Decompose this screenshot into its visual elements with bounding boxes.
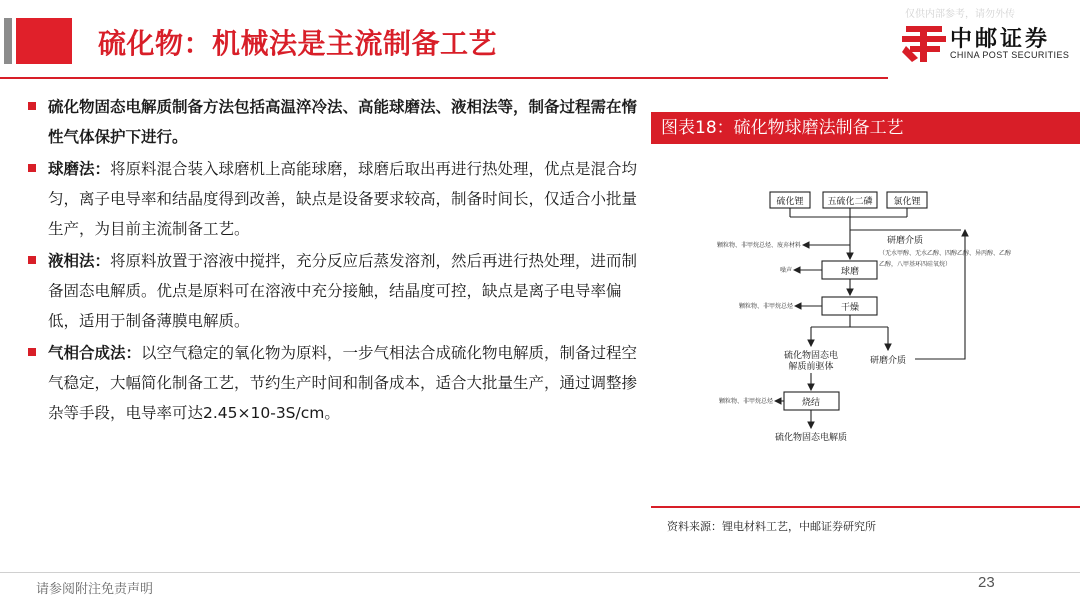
node-licl: 氯化锂: [893, 197, 921, 207]
node-dry: 干燥: [840, 303, 860, 313]
china-post-logo-icon: [902, 24, 946, 64]
emission-label-1: 颗粒物、非甲烷总烃、废弃材料: [716, 242, 801, 249]
figure-bottom-divider: [651, 506, 1080, 508]
figure-source: 资料来源：锂电材料工艺，中邮证券研究所: [667, 520, 876, 533]
bullet-label: 液相法：: [48, 252, 111, 270]
node-precursor-line1: 硫化物固态电: [783, 351, 839, 361]
bullet-text: 以空气稳定的氧化物为原料，一步气相法合成硫化物电解质，制备过程空气稳定，大幅简化制备工艺，节约生产时间和制备成本，适合大批量生产，通过调整掺杂等手段，电导率可达2.45×10-3S/cm。: [48, 344, 638, 422]
emission-label-3: 颗粒物、非甲烷总烃: [718, 398, 773, 405]
node-medium: 研磨介质: [887, 236, 924, 246]
logo-text-en: CHINA POST SECURITIES: [950, 50, 1070, 60]
page-number: 23: [978, 574, 995, 591]
node-ballmill: 球磨: [840, 267, 860, 277]
emission-label-2: 颗粒物、非甲烷总烃: [738, 303, 793, 310]
footer-divider: [0, 572, 1080, 573]
header-decor-red-block: [16, 18, 72, 64]
node-product: 硫化物固态电解质: [774, 433, 848, 443]
node-medium-out: 研磨介质: [869, 356, 907, 366]
bullet-label: 球磨法：: [48, 160, 111, 178]
node-medium-detail-line2: 乙醇，八甲基环四硅氧烷）: [879, 261, 952, 268]
bullet-item-ball-mill: [26, 154, 638, 244]
header-divider: [0, 77, 888, 79]
disclaimer-text: 请参阅附注免责声明: [36, 582, 154, 597]
emission-label-noise: 噪声: [779, 267, 792, 274]
node-precursor-line2: 解质前驱体: [788, 362, 834, 372]
bullet-item-overview: [26, 92, 638, 152]
process-flow-diagram: [651, 144, 1080, 506]
logo-text-cn: 中邮证券: [950, 27, 1051, 52]
node-p2s5: 五硫化二磷: [827, 197, 873, 207]
bullet-item-liquid-phase: [26, 246, 638, 336]
bullet-item-gas-phase: [26, 338, 638, 428]
node-medium-detail-line1: （无水甲醇、无水乙醇、四醇乙醇、异丙醇、乙醇: [879, 250, 1012, 257]
page-title: 硫化物：机械法是主流制备工艺: [98, 27, 498, 60]
logo: [902, 22, 1072, 66]
bullet-text: 将原料放置于溶液中搅拌，充分反应后蒸发溶剂，然后再进行热处理，进而制备固态电解质。优点是原料可在溶液中充分接触，结晶度可控，缺点是离子电导率偏低，适用于制备薄膜电解质。: [48, 252, 638, 330]
header-decor-gray-bar: [4, 18, 12, 64]
bullet-label: 气相合成法：: [48, 344, 142, 362]
figure-title: 图表18：硫化物球磨法制备工艺: [651, 112, 1080, 144]
bullet-text: 将原料混合装入球磨机上高能球磨，球磨后取出再进行热处理，优点是混合均匀，离子电导率和结晶度得到改善，缺点是设备要求较高，制备时间长，仅适合小批量生产，为目前主流制备工艺。: [48, 160, 638, 238]
node-li2s: 硫化锂: [776, 197, 804, 207]
watermark: 仅供内部参考，请勿外传: [905, 9, 1015, 20]
bullet-list: [26, 92, 638, 430]
node-sinter: 烧结: [801, 398, 821, 408]
bullet-text: 硫化物固态电解质制备方法包括高温淬冷法、高能球磨法、液相法等，制备过程需在惰性气体保护下进行。: [48, 98, 638, 146]
